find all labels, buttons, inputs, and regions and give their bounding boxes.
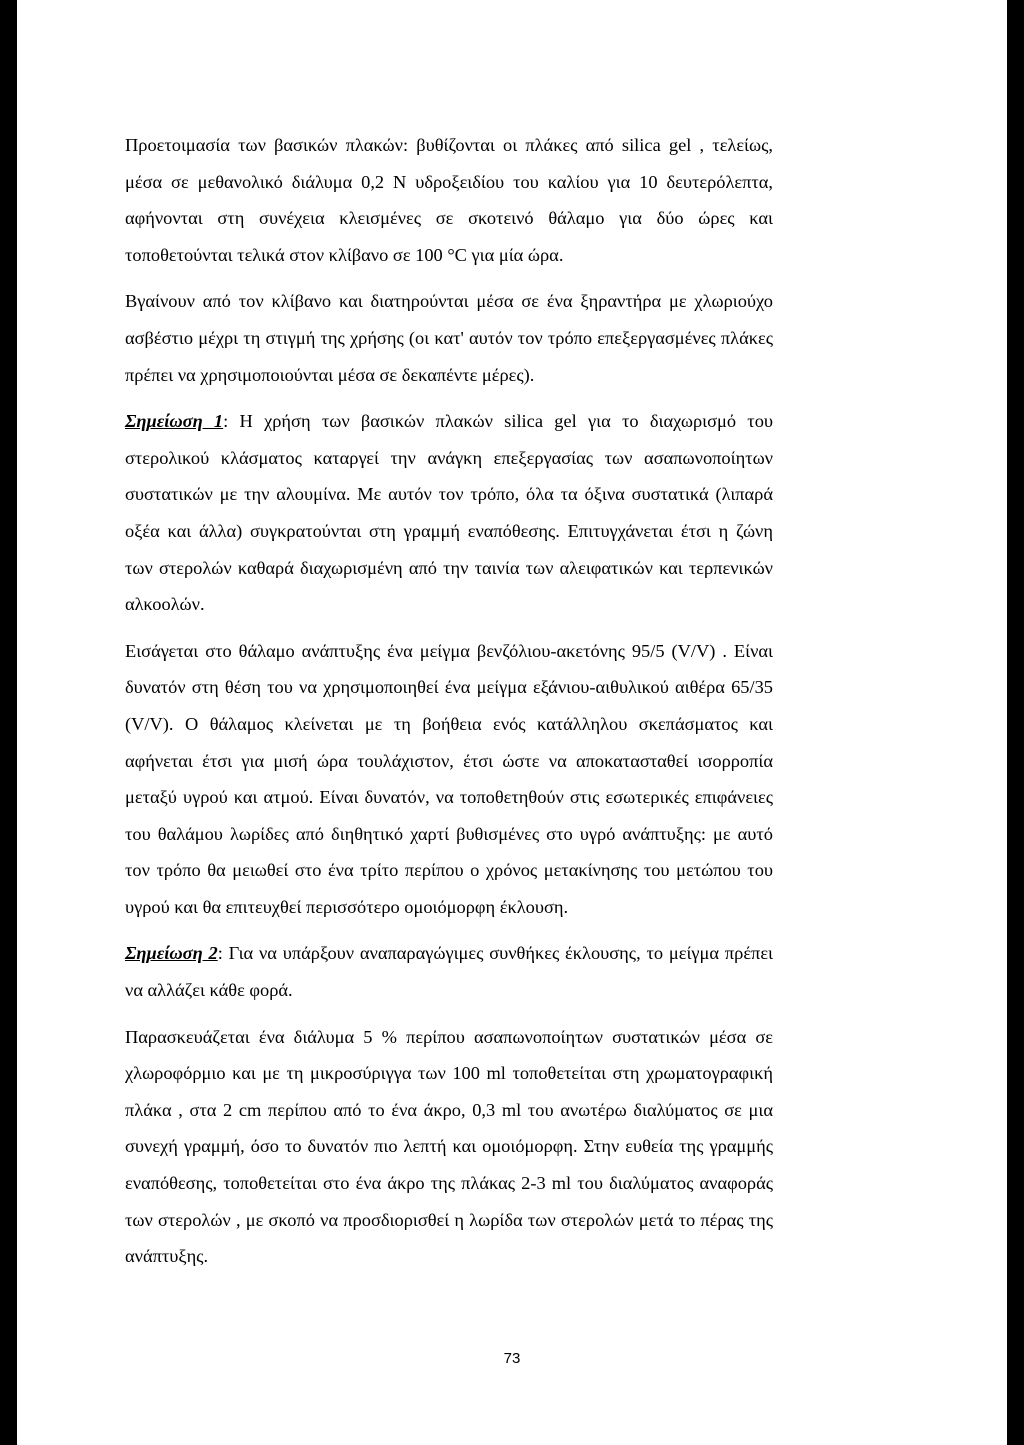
paragraph-plate-preparation: Προετοιμασία των βασικών πλακών: βυθίζονται οι πλάκες από silica gel , τελείως, μέσα σε μεθανολικό διάλυμα 0,2 Ν υδροξειδίου του καλίου για 10 δευτερόλεπτα, αφήνονται στη συνέχεια κλεισμένες σε σκοτεινό θάλαμο για δύο ώρες και τοποθετούνται τελικά στον κλίβανο σε 100 °C για μία ώρα. xyxy=(125,135,773,265)
note-2-label: Σημείωση 2 xyxy=(125,943,218,964)
paragraph-desiccator-storage: Βγαίνουν από τον κλίβανο και διατηρούνται μέσα σε ένα ξηραντήρα με χλωριούχο ασβέστιο μέχρι τη στιγμή της χρήσης (οι κατ' αυτόν τον τρόπο επεξεργασμένες πλάκες πρέπει να χρησιμοποιούνται μέσα σε δεκαπέντε μέρες). xyxy=(125,291,773,385)
paragraph-note-1 xyxy=(125,403,773,623)
note-2-text: : Για να υπάρξουν αναπαραγώγιμες συνθήκες έκλουσης, το μείγμα πρέπει να αλλάζει κάθε φορά. xyxy=(125,943,773,1001)
page-number: 73 xyxy=(503,1350,521,1367)
paragraph-development-chamber: Εισάγεται στο θάλαμο ανάπτυξης ένα μείγμα βενζόλιου-ακετόνης 95/5 (V/V) . Είναι δυνατόν στη θέση του να χρησιμοποιηθεί ένα μείγμα εξάνιου-αιθυλικού αιθέρα 65/35 (V/V). Ο θάλαμος κλείνεται με τη βοήθεια ενός κατάλληλου σκεπάσματος και αφήνεται έτσι για μισή ώρα τουλάχιστον, έτσι ώστε να αποκατασταθεί ισορροπία μεταξύ υγρού και ατμού. Είναι δυνατόν, να τοποθετηθούν στις εσωτερικές επιφάνειες του θαλάμου λωρίδες από διηθητικό χαρτί βυθισμένες στο υγρό ανάπτυξης: με αυτό τον τρόπο θα μειωθεί στο ένα τρίτο περίπου ο χρόνος μετακίνησης του μετώπου του υγρού και θα επιτευχθεί περισσότερο ομοιόμορφη έκλουση. xyxy=(125,640,773,917)
paragraph-sample-application: Παρασκευάζεται ένα διάλυμα 5 % περίπου ασαπωνοποίητων συστατικών μέσα σε χλωροφόρμιο και με τη μικροσύριγγα των 100 ml τοποθετείται στη χρωματογραφική πλάκα , στα 2 cm περίπου από το ένα άκρο, 0,3 ml του ανωτέρω διαλύματος σε μια συνεχή γραμμή, όσο το δυνατόν πιο λεπτή και ομοιόμορφη. Στην ευθεία της γραμμής εναπόθεσης, τοποθετείται στο ένα άκρο της πλάκας 2-3 ml του διαλύματος αναφοράς των στερολών , με σκοπό να προσδιορισθεί η λωρίδα των στερολών μετά το πέρας της ανάπτυξης. xyxy=(125,1026,773,1267)
note-1-label: Σημείωση 1 xyxy=(125,411,224,432)
body-text xyxy=(125,127,773,1275)
document-page xyxy=(17,0,1007,1445)
paragraph-note-2 xyxy=(125,935,773,1008)
note-1-text: : Η χρήση των βασικών πλακών silica gel για το διαχωρισμό του στερολικού κλάσματος καταργεί την ανάγκη επεξεργασίας των ασαπωνοποίητων συστατικών με την αλουμίνα. Με αυτόν τον τρόπο, όλα τα όξινα συστατικά (λιπαρά οξέα και άλλα) συγκρατούνται στη γραμμή εναπόθεσης. Επιτυγχάνεται έτσι η ζώνη των στερολών καθαρά διαχωρισμένη από την ταινία των αλειφατικών και τερπενικών αλκοολών. xyxy=(125,411,773,615)
